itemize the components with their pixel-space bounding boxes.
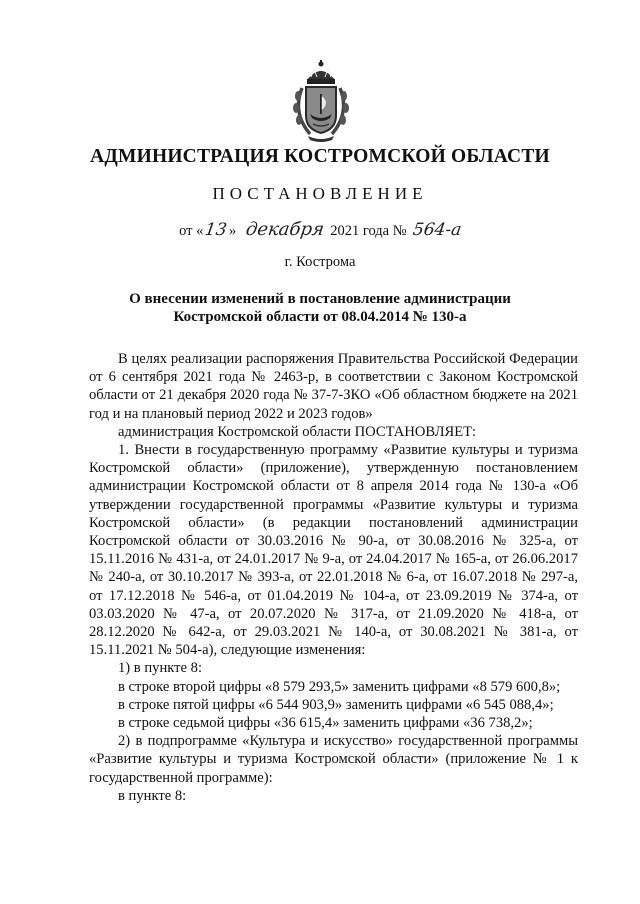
document-type: ПОСТАНОВЛЕНИЕ — [212, 184, 428, 203]
subject-line-1: О внесении изменений в постановление администрации — [129, 291, 511, 307]
paragraph-change-row-7: в строке седьмой цифры «36 615,4» заменить цифрами «36 738,2»; — [118, 715, 533, 732]
coat-of-arms-emblem — [290, 58, 352, 142]
paragraph-preamble: В целях реализации распоряжения Правительства Российской Федерации от 6 сентября 2021 года № 2463-р, в соответствии с Законом Костромской области от 21 декабря 2020 года № 37-7-ЗКО «Об областном бюджете на 2021 год и на плановый период 2022 и 2023 годов» — [89, 351, 578, 422]
paragraph-item-1: 1. Внести в государственную программу «Развитие культуры и туризма Костромской области» (приложение), утвержденную постановлением администрации Костромской области от 8 апреля 2014 года № 130-а «Об утверждении государственной программы «Развитие культуры и туризма Костромской области» (в редакции постановлений администрации Костромской области от 30.03.2016 № 90-а, от 30.08.2016 № 325-а, от 15.11.2016 № 431-а, от 24.01.2017 № 9-а, от 24.04.2017 № 165-а, от 26.06.2017 № 240-а, от 30.10.2017 № 393-а, от 22.01.2018 № 6-а, от 16.07.2018 № 297-а, от 17.12.2018 № 546-а, от 01.04.2019 № 104-а, от 23.09.2019 № 374-а, от 03.03.2020 № 47-а, от 20.07.2020 № 317-а, от 21.09.2020 № 418-а, от 28.12.2020 № 642-а, от 29.03.2021 № 140-а, от 30.08.2021 № 381-а, от 15.11.2021 № 504-а), следующие изменения: — [89, 442, 578, 659]
paragraph-change-row-5: в строке пятой цифры «6 544 903,9» заменить цифрами «6 545 088,4»; — [118, 696, 554, 713]
handwritten-day: 13 — [203, 220, 229, 240]
paragraph-resolves: администрация Костромской области ПОСТАНОВЛЯЕТ: — [118, 423, 477, 440]
paragraph-subitem-1: 1) в пункте 8: — [118, 660, 203, 677]
document-body — [89, 350, 578, 805]
handwritten-document-number: 564-а — [411, 220, 463, 240]
document-subject — [90, 290, 550, 326]
date-year: 2021 года № — [330, 223, 407, 239]
date-mid: » — [229, 223, 237, 239]
date-line — [0, 219, 640, 240]
city: г. Кострома — [284, 254, 356, 270]
subject-line-2: Костромской области от 08.04.2014 № 130-а — [173, 309, 467, 325]
organization-title: АДМИНИСТРАЦИЯ КОСТРОМСКОЙ ОБЛАСТИ — [90, 146, 550, 167]
date-prefix: от « — [179, 223, 204, 239]
paragraph-subitem-2: 2) в подпрограмме «Культура и искусство» государственной программы «Развитие культуры и туризма Костромской области» (приложение № 1 к государственной программе): — [89, 733, 578, 786]
handwritten-month: декабря — [244, 219, 326, 240]
paragraph-change-row-2: в строке второй цифры «8 579 293,5» заменить цифрами «8 579 600,8»; — [118, 678, 561, 695]
paragraph-point-8: в пункте 8: — [118, 787, 187, 804]
